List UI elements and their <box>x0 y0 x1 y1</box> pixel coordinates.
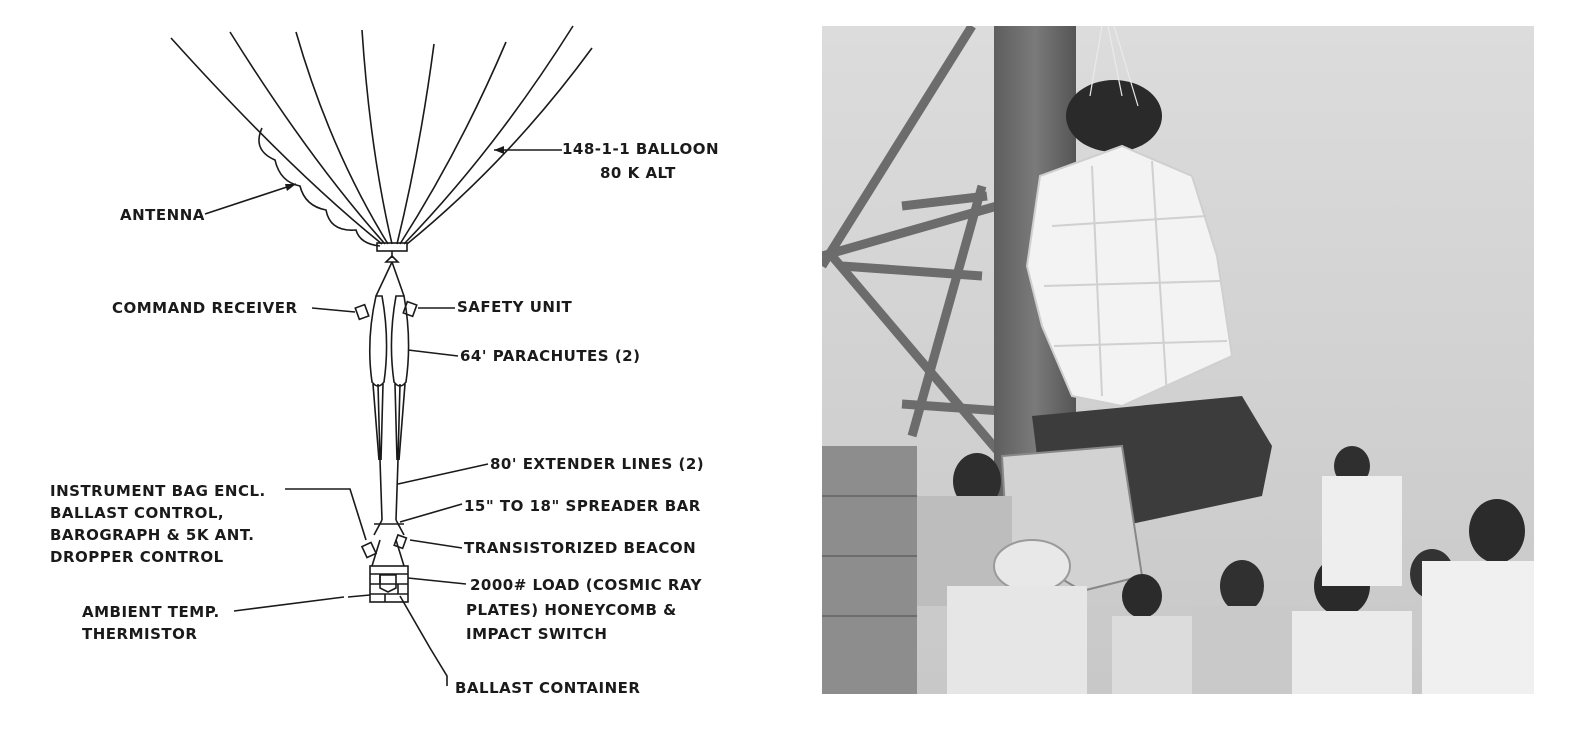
launch-photograph <box>822 26 1534 694</box>
leader-parachutes <box>408 350 458 356</box>
label-instrument-bag-1: INSTRUMENT BAG ENCL. <box>50 482 266 500</box>
balloon-gore <box>400 42 506 244</box>
label-beacon: TRANSISTORIZED BEACON <box>464 539 697 557</box>
label-balloon-model: 148-1-1 BALLOON <box>562 140 720 158</box>
parachute-right <box>391 296 408 386</box>
leader-command-receiver <box>312 308 355 312</box>
leader-beacon <box>410 540 462 548</box>
leader-instrument <box>285 489 366 540</box>
leader-antenna <box>205 184 296 214</box>
leader-thermistor <box>234 597 344 611</box>
label-load-1: 2000# LOAD (COSMIC RAY <box>470 576 702 594</box>
parachute-left <box>370 296 387 386</box>
label-extender-lines: 80' EXTENDER LINES (2) <box>490 455 705 473</box>
label-thermistor-1: AMBIENT TEMP. <box>82 603 220 621</box>
leader-ballast <box>400 596 447 686</box>
leader-load <box>408 578 466 584</box>
label-balloon-altitude: 80 K ALT <box>600 164 676 182</box>
label-safety-unit: SAFETY UNIT <box>457 298 573 316</box>
label-spreader-bar: 15" TO 18" SPREADER BAR <box>464 497 701 515</box>
balloon-gore <box>230 32 385 244</box>
balloon-gore <box>404 26 573 244</box>
photo-scene <box>822 26 1534 694</box>
label-load-3: IMPACT SWITCH <box>466 625 608 643</box>
label-command-receiver: COMMAND RECEIVER <box>112 299 298 317</box>
balloon-gore <box>296 32 388 244</box>
label-load-2: PLATES) HONEYCOMB & <box>466 601 677 619</box>
label-instrument-bag-4: DROPPER CONTROL <box>50 548 224 566</box>
leader-extender <box>398 464 488 484</box>
balloon-gore <box>362 30 392 244</box>
label-thermistor-2: THERMISTOR <box>82 625 198 643</box>
label-instrument-bag-3: BAROGRAPH & 5K ANT. <box>50 526 255 544</box>
label-instrument-bag-2: BALLAST CONTROL, <box>50 504 225 522</box>
label-ballast-container: BALLAST CONTAINER <box>455 679 641 697</box>
balloon-gore <box>397 44 434 244</box>
label-parachutes: 64' PARACHUTES (2) <box>460 347 641 365</box>
leader-spreader <box>400 504 462 522</box>
label-antenna: ANTENNA <box>120 206 205 224</box>
